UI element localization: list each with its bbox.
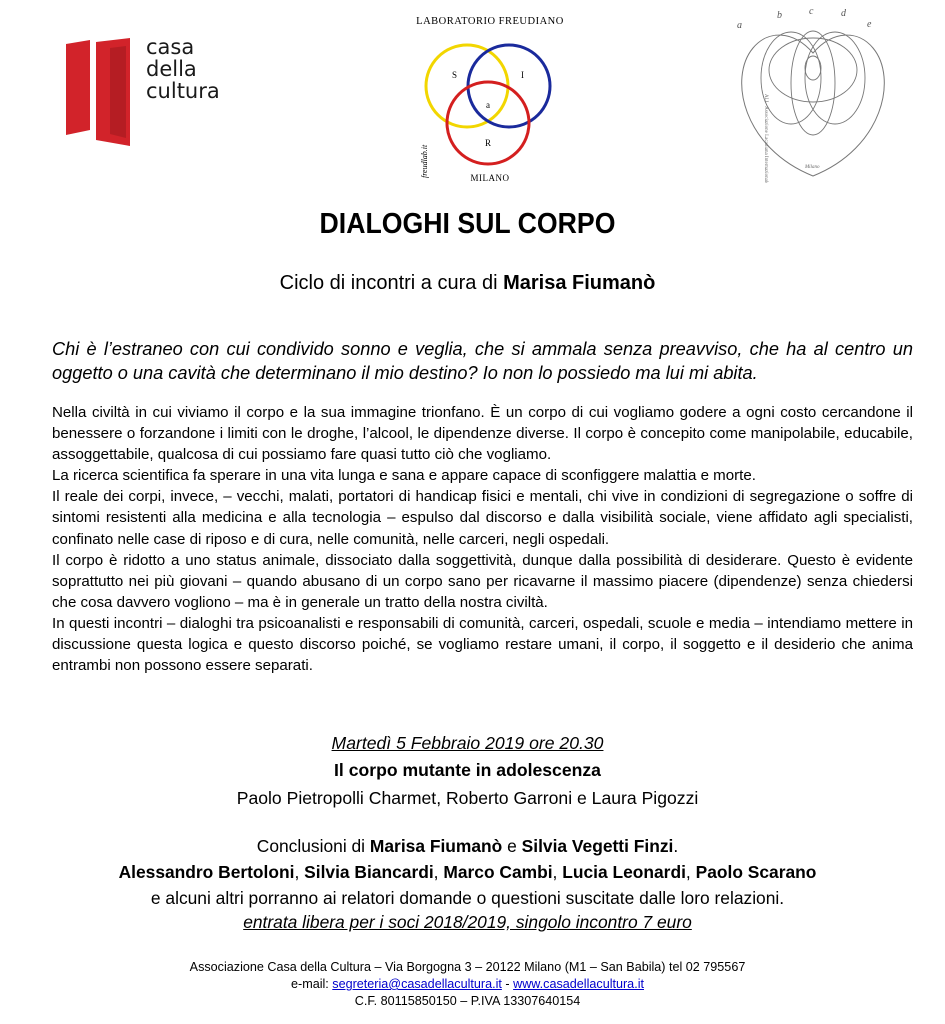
subtitle: Ciclo di incontri a cura di Marisa Fiumanò: [279, 272, 656, 294]
panel-member: Marco Cambi: [443, 862, 553, 882]
ring-letter-r: R: [485, 138, 492, 148]
paragraph: Il corpo è ridotto a uno status animale, dissociato dalla soggettività, dunque dalla possibilità di desiderare. Questo è evidente soprattutto nei più giovani – quando abusano di un corpo sano per ricavarne il massimo piacere (dipendenze) senza chiedersi che cosa davvero vogliono – ma è in generale un tratto della nostra civiltà.: [52, 551, 913, 611]
casa-della-cultura-mark-icon: [66, 38, 142, 150]
lab-logo-title: LABORATORIO FREUDIANO: [416, 16, 564, 27]
event-panel: Alessandro Bertoloni, Silvia Biancardi, Marco Cambi, Lucia Leonardi, Paolo Scarano: [118, 862, 817, 882]
borromean-rings-icon: [405, 28, 575, 188]
ali-logo: [733, 8, 893, 183]
ring-letter-i: I: [521, 70, 524, 80]
ali-ring-text: ALI - Associazione Lacaniana Internazionale in Italia: [763, 94, 768, 183]
lab-site-text: freudlab.it: [420, 144, 429, 178]
curator-name: Marisa Fiumanò: [503, 272, 656, 294]
ali-letter-c: c: [809, 8, 814, 17]
panel-member: Alessandro Bertoloni: [118, 862, 295, 882]
paragraph: La ricerca scientifica fa sperare in una vita lunga e sana e appare capace di sconfiggere malattia e morte.: [52, 467, 756, 485]
lab-logo-city: MILANO: [470, 173, 510, 183]
event-conclusions: Conclusioni di Marisa Fiumanò e Silvia Vegetti Finzi.: [256, 836, 679, 856]
body-text: [52, 402, 913, 676]
ring-letter-s: S: [452, 70, 458, 80]
paragraph: Il reale dei corpi, invece, – vecchi, malati, portatori di handicap fisici e mentali, chi vive in condizioni di segregazione o soffre di sintomi resistenti alla medicina e alla tecnologia – espulso dal discorso e dalla visibilità sociale, viene affidato agli specialisti, confinato nelle case di riposo e di cura, nelle comunità, nelle carceri, negli ospedali.: [52, 488, 913, 548]
event-fee: entrata libera per i soci 2018/2019, singolo incontro 7 euro: [243, 912, 692, 932]
ali-letter-d: d: [841, 8, 846, 19]
event-date: Martedì 5 Febbraio 2019 ore 20.30: [331, 733, 604, 753]
lead-question: Chi è l’estraneo con cui condivido sonno e veglia, che si ammala senza preavviso, che ha al centro un oggetto o una cavità che determinano il mio destino? Io non lo possiedo ma lui mi abita.: [52, 339, 913, 383]
ring-letter-a: a: [486, 100, 490, 110]
website-link[interactable]: www.casadellacultura.it: [513, 977, 644, 991]
ali-emblem-icon: [733, 8, 893, 183]
ali-letter-e: e: [867, 19, 872, 30]
footer-tax-ids: C.F. 80115850150 – P.IVA 13307640154: [354, 994, 581, 1008]
footer-contacts: e-mail: segreteria@casadellacultura.it - www.casadellacultura.it: [291, 977, 644, 991]
event-note: e alcuni altri porranno ai relatori domande o questioni suscitate dalle loro relazioni.: [150, 888, 785, 908]
ali-letter-b: b: [777, 10, 782, 21]
casa-della-cultura-wordmark: casa della cultura: [146, 35, 220, 103]
event-title: Il corpo mutante in adolescenza: [334, 760, 601, 780]
panel-member: Paolo Scarano: [695, 862, 817, 882]
ali-letter-a: a: [737, 20, 742, 31]
page-title: DIALOGHI SUL CORPO: [319, 208, 616, 240]
panel-member: Silvia Biancardi: [304, 862, 434, 882]
footer-address: Associazione Casa della Cultura – Via Borgogna 3 – 20122 Milano (M1 – San Babila) tel 02 795567: [189, 960, 746, 974]
paragraph: Nella civiltà in cui viviamo il corpo e la sua immagine trionfano. È un corpo di cui vogliamo godere a ogni costo cercandone il benessere o forzandone i limiti con le droghe, l’alcool, le dipendenze diverse. Il corpo è concepito come manipolabile, educabile, assoggettabile, qualcosa di cui possiamo fare quasi tutto ciò che vogliamo.: [52, 404, 913, 464]
panel-member: Lucia Leonardi: [562, 862, 686, 882]
event-speakers: Paolo Pietropolli Charmet, Roberto Garroni e Laura Pigozzi: [236, 788, 699, 808]
paragraph: In questi incontri – dialoghi tra psicoanalisti e responsabili di comunità, carceri, ospedali, scuole e media – intendiamo mettere in discussione questa logica e questo discorso poiché, se vogliamo restare umani, il corpo, il soggetto e il desiderio che anima entrambi non possono essere separati.: [52, 614, 913, 675]
laboratorio-freudiano-logo: [405, 12, 575, 187]
email-link[interactable]: segreteria@casadellacultura.it: [332, 977, 502, 991]
ali-city: Milano: [805, 165, 820, 170]
casa-della-cultura-logo: [66, 35, 226, 148]
